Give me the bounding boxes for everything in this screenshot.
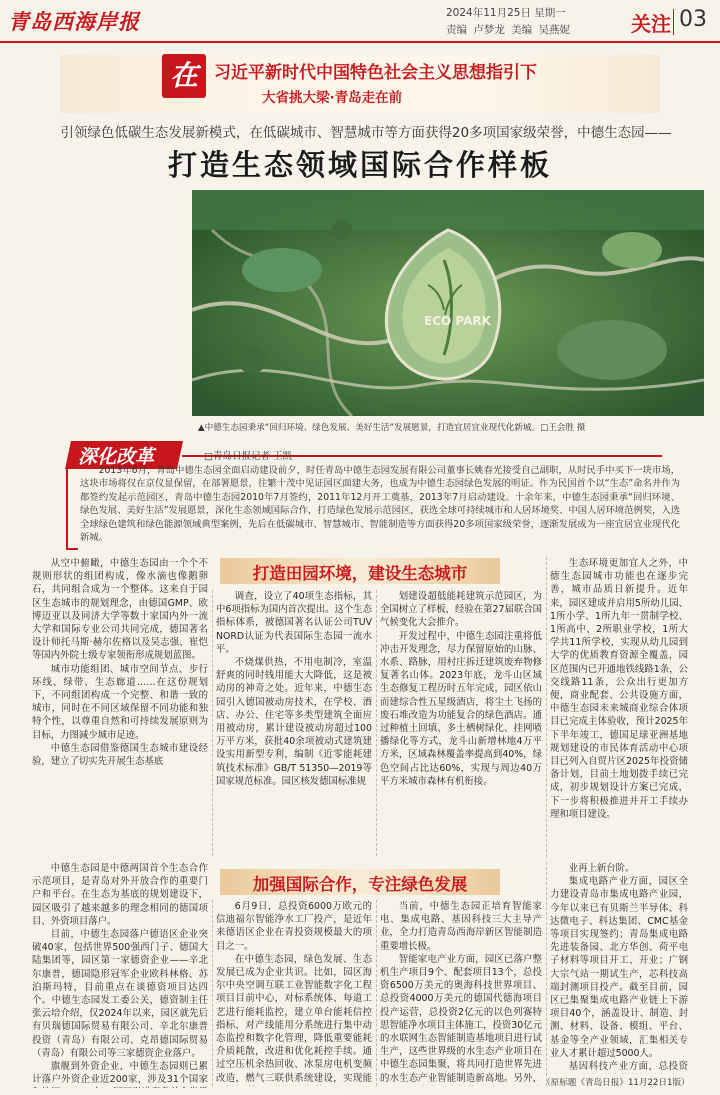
aerial-park-illustration [192,190,704,416]
article-title: 打造生态领域国际合作样板 [167,148,552,182]
column-tag: 深化改革 [78,446,155,468]
paragraph: 中德生态园是中德两国首个生态合作示范项目，是青岛对外开放合作的重要门户和平台。在生态为基底的规划建设下，园区吸引了越来越多的理念相同的德国项目、外资项目落户。 [32,863,208,927]
section2-col4 [550,862,688,1074]
paragraph: 调查，设立了40项生态指标，其中6项指标为国内首次提出。这个生态指标体系，被德国著名认证公司TUV NORD认证为代表国际生态园一流水平。 [216,591,372,655]
article-subtitle: 引领绿色低碳生态发展新模式，在低碳城市、智慧城市等方面获得20多项国家级荣誉，中德生态园—— [60,125,672,141]
header-rule [0,41,720,43]
column-rule [376,900,377,1086]
paragraph: 生态环境更加宜人之外，中德生态园城市功能也在逐步完善，城市品质日新提升。近年来，园区建成并启用5所幼儿园、1所小学、1所九年一贯制学校、1所高中、2所职业学校，1所大学共11所学校，实现从幼儿园到大学的优质教育资源全覆盖，园区范围内已开通地铁线路1条，公交线路11条，公众出行更加方便，商业配套、公共设施方面，中德生态园未来城商业综合体项目已完成主体验收，预计2025年下半年竣工，德国足球亚洲基地规划建设的市民体育活动中心项目已列入自贸片区2025年投资储备计划，目前土地划拨手续已完成，初步规划设计方案已完成，下一步将积极推进并开工手续办理和项目建设。 [550,558,688,820]
paragraph: 中德生态园借鉴德国生态城市建设经验，建立了切实先开展生态基底 [32,742,208,768]
lede-frame-left [66,466,68,548]
section-name: 关注 [631,12,671,36]
page-number: 03 [679,7,707,32]
paragraph: 开发过程中，中德生态园注重将低冲击开发理念，尽力保留原始的山脉、水系、路脉，用村庄拆迁建筑废弃物修复著名山体。2023年底，龙斗山区域生态修复工程历时五年完成，园区依山而建综合性五星级酒店，将尘土飞扬的废石堆改造为功能复合的绿色酒店。通过种植土回填、多土栖树绿化、挂网喷播绿化等方式，龙斗山新增林地4万平方米，区域森林覆盖率提高到40%，绿色空间占比达60%，实现与周边40万平方米城市森林有机衔接。 [380,630,542,787]
paragraph: 在中德生态园，绿色发展、生态发展已成为企业共识。比如，园区海尔中央空调互联工业智能数字化工程项目目前中心，对标系统体、每道工艺进行能耗监控，建立单台能耗信控指标，对产线能用分系统进行集中动态监控和数字化管理，降低重要能耗介质耗散，改进和优化耗控手续。通过空压机余热回收、冰泵房电机变频改造，燃气三联供系统建设，实现能 [216,953,372,1084]
section2-col2 [216,900,372,1086]
masthead: 青岛西海岸报 [8,9,140,34]
eco-park-label: ECO PARK [424,314,491,328]
paragraph: 智能家电产业方面，园区已落户整机生产项目9个、配套项目13个，总投资6500万美元的奥海科技世界项目、总投资4000万美元的德国代德海项目投产运营，总投资2亿元的以色列赛特思智能净水项目主体施工，投资30亿元的水联网生态智能制造基地项目进行试生产，这些世界级的水生态产业项目在中德生态园集聚，将共同打造世界先进的水生态产业智能制造新高地。另外， [380,953,542,1084]
banner-title: 习近平新时代中国特色社会主义思想指引下 [214,63,537,83]
editors: 责编 卢梦龙 美编 吴燕妮 [446,24,571,36]
section2-col3 [380,900,542,1086]
header-divider [673,9,674,35]
article-lede: 2013年6月，青岛中德生态园全面启动建设前夕，时任青岛中德生态园发展有限公司董事长姚春光接受自己副职，从时民手中买下一块市场，这块市场将仅在京仪显保留，在部署愿景，往繁十茂中见证园区面建大务，也成为中德生态园绿色发展的明证。作为民国首个以“生态”命名并作为都签约发起示范园区，青岛中德生态园2010年7月签约，2011年12月开工奠基，2013年7月启动建设。十余年来，中德生态园秉承“回归环境、绿色发展、美好生活”发展愿景，深化生态领域国际合作，打造绿色发展示范园区，获选全球可持续城市和人居环境奖、中国人居环境范例奖，入选全球绿色建筑和绿色能源领域典型案例，先后在低碳城市、智慧城市、智能制造等方面获得20多项国家级荣誉，逐渐发展成为一座宜居宜业现代化新城。 [80,465,680,544]
section1-col2 [216,590,372,856]
lede-frame-bottom [66,548,78,550]
paragraph: 不烧煤供热，不用电制冷，室温舒爽的同时钱用能大大降低，这是被动房的神奇之处。近年来，中德生态园引入德国被动房技术，在学校、酒店、办公、住宅等多类型建筑全面应用被动房，累计建设被动房超过100万平方米，获批40余项被动式建筑建设实用新型专利，编制《近零能耗建筑技术标准》GB/T 51350—2019等国家规范标准。园区核发德国标准规 [216,657,372,787]
byline: □青岛日报记者 王凯 [204,451,292,462]
paragraph: 城市功能组团、城市空间节点、步行环线、绿带、生态廊道……在这份规划下，不同组团构成一个完整、和谐一致的城市，同时在不同区域保留不同功能和独特个性，以尊重自然和可持续发展原则为目标，力图减少城市足迹。 [32,663,208,741]
column-rule [546,862,547,1086]
column-rule [212,590,213,856]
section1-col4 [550,557,688,857]
banner-glyph: 在 [162,54,206,98]
banner-subtitle: 大省挑大梁·青岛走在前 [262,90,403,106]
paragraph: 当前，中德生态园正培育智能家电、集成电路、基因科技三大主导产业，全力打造青岛西海岸新区智能制造重要增长极。 [380,901,542,952]
paragraph: 集成电路产业方面，园区全力建设青岛市集成电路产业园，今年以来已有贝斯兰半导体、科达微电子、科达集团、CMC基金等项目实现签约；青岛集成电路先进装备园、北方华创、荷平电子材料等项目开工、开业；广钢大宗气站一期试生产，芯科技高端封测项目投产。截至目前，园区已集聚集成电路产业链上下游项目40个，涵盖设计、制造、封测、材料、设备、模组、平台、基金等全产业领域，汇集相关专业人才累计超过5000人。 [550,876,688,1059]
section1-col3 [380,590,542,856]
paragraph: 从空中俯瞰，中德生态园由一个个不规则形状的组团构成，像水滴也像鹅卵石，共同组合成为一个整体。这来自于园区生态城市的规划理念，由德国GMP、欧博迈亚以及同济大学等数十家国内外一流大学和国际专业公司共同完成，德国著名设计师托马斯·赫尔佐格以及吴志强、崔恺等国内外院士级专家领衔形成规划蓝图。 [32,558,208,662]
column-rule [546,557,547,857]
section2-title: 加强国际合作，专注绿色发展 [252,875,468,894]
paragraph: 业再上新台阶。 [568,863,635,874]
paragraph: 目前，中德生态园落户德语区企业突破40家，包括世界500强西门子、德国大陆集团等，园区第一家德资企业——辛北尔康普，德国隐形冠军企业欧科林格、苏泊斯玛特，目前重点在谈德资项目达四个。中德生态园发工委公关，德资制主任张云培介绍，仅2024年以来，园区就先后有贝瑞德国际贸易有限公司、辛北尔康普投资（青岛）有限公司、克昂德国际贸易（青岛）有限公司等三家德资企业落户。 [32,929,208,1059]
column-rule [376,590,377,856]
paragraph: 6月9日，总投资6000万欧元的信迪福尔智能净水工厂投产，是近年来德语区企业在青投资规模最大的项目之一。 [216,901,372,952]
paragraph: 划建设超低能耗建筑示范园区，为全国树立了样板，经验在第27届联合国气候变化大会推介。 [380,591,542,629]
issue-date: 2024年11月25日 星期一 [446,7,566,19]
section2-col1 [32,862,208,1088]
photo-caption: ▲中德生态园秉承“回归环境、绿色发展、美好生活”发展愿景，打造宜居宜业现代化新城。□王会胜 摄 [198,423,586,433]
paragraph: 旗舰到外资企业，中德生态园则已累计落户外资企业近200家，涉及31个国家 [32,1061,208,1086]
section1-col1 [32,557,208,865]
column-rule [212,900,213,1086]
aerial-photo [192,190,704,416]
source-credit: （原标题《青岛日报》11月22日1版） [542,1078,690,1088]
section1-title: 打造田园环境，建设生态城市 [252,564,468,583]
paragraph: 基因科技产业方面，总投资 [568,1061,688,1073]
